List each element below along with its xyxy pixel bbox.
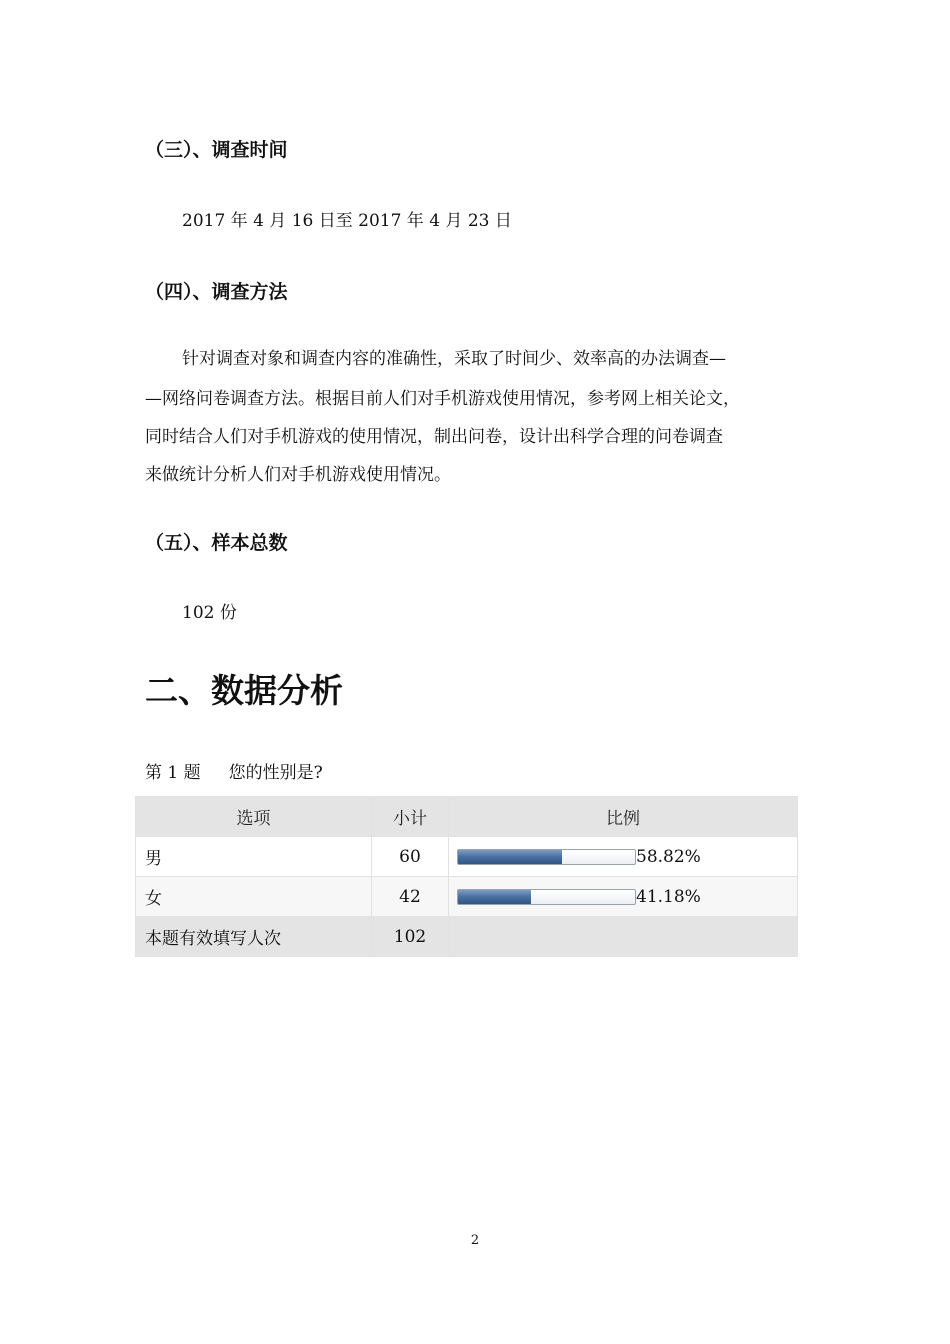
progress-bar-fill: [458, 850, 562, 864]
ratio-cell: [449, 837, 798, 877]
method-line-3: 同时结合人们对手机游戏的使用情况，制出问卷，设计出科学合理的问卷调查: [145, 427, 723, 447]
question-number: 第 1 题: [145, 763, 201, 783]
method-line-2: —网络问卷调查方法。根据目前人们对手机游戏使用情况，参考网上相关论文，: [145, 389, 740, 409]
section-heading-sample: （五）、样本总数: [145, 532, 288, 554]
total-count-cell: 102: [372, 917, 449, 957]
table-row: [136, 877, 798, 917]
page-number: 2: [470, 1233, 480, 1248]
section-heading-method: （四）、调查方法: [145, 281, 288, 303]
section-heading-time: （三）、调查时间: [145, 139, 288, 161]
data-analysis-heading: 二、数据分析: [145, 671, 343, 710]
progress-bar: [457, 889, 636, 905]
question-title: [145, 760, 323, 786]
total-label-cell: 本题有效填写人次: [136, 917, 372, 957]
table-total-row: [136, 917, 798, 957]
count-cell: 42: [372, 877, 449, 917]
header-count: 小计: [372, 797, 449, 837]
table-header-row: [136, 797, 798, 837]
progress-bar-fill: [458, 890, 531, 904]
result-table: [135, 796, 798, 957]
count-cell: 60: [372, 837, 449, 877]
table-row: [136, 837, 798, 877]
survey-time-text: 2017 年 4 月 16 日至 2017 年 4 月 23 日: [182, 211, 512, 231]
option-cell: 女: [136, 877, 372, 917]
question-text: 您的性别是?: [228, 763, 323, 783]
method-line-1: 针对调查对象和调查内容的准确性，采取了时间少、效率高的办法调查—: [182, 349, 726, 369]
ratio-cell: [449, 877, 798, 917]
header-option: 选项: [136, 797, 372, 837]
method-line-4: 来做统计分析人们对手机游戏使用情况。: [145, 465, 451, 485]
option-cell: 男: [136, 837, 372, 877]
percent-label: 58.82%: [636, 846, 701, 867]
sample-count-text: 102 份: [182, 603, 237, 623]
percent-label: 41.18%: [636, 886, 701, 907]
progress-bar: [457, 849, 636, 865]
total-empty-cell: [449, 917, 798, 957]
header-ratio: 比例: [449, 797, 798, 837]
